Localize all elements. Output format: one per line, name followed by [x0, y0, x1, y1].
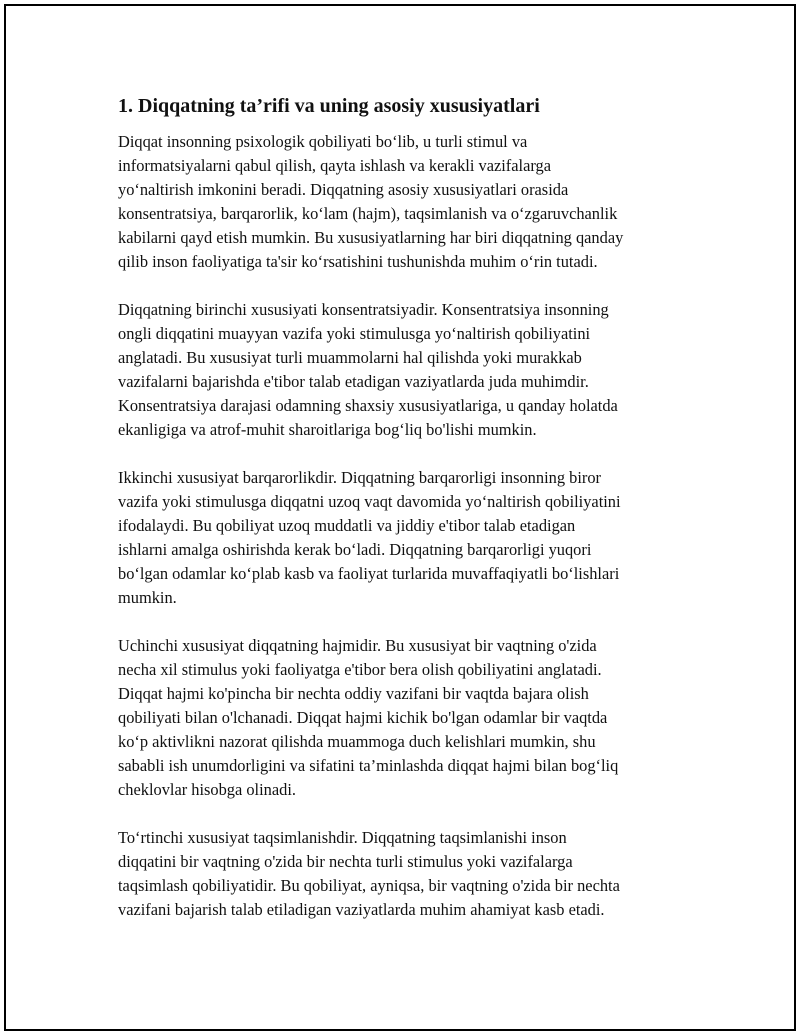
paragraph-line: ko‘p aktivlikni nazorat qilishda muammoga duch kelishlari mumkin, shu [118, 732, 596, 751]
paragraph-line: cheklovlar hisobga olinadi. [118, 780, 296, 799]
paragraph-line: mumkin. [118, 588, 177, 607]
paragraph-line: ongli diqqatini muayyan vazifa yoki stimulusga yo‘naltirish qobiliyatini [118, 324, 591, 343]
paragraph-line: bo‘lgan odamlar ko‘plab kasb va faoliyat turlarida muvaffaqiyatli bo‘lishlari [118, 564, 620, 583]
paragraph-line: qilib inson faoliyatiga ta'sir ko‘rsatishini tushunishda muhim o‘rin tutadi. [118, 252, 598, 271]
paragraph-1 [118, 130, 698, 274]
paragraph-line: Ikkinchi xususiyat barqarorlikdir. Diqqatning barqarorligi insonning biror [118, 468, 601, 487]
paragraph-line: diqqatini bir vaqtning o'zida bir nechta turli stimulus yoki vazifalarga [118, 852, 573, 871]
paragraph-line: konsentratsiya, barqarorlik, ko‘lam (hajm), taqsimlanish va o‘zgaruvchanlik [118, 204, 618, 223]
paragraph-line: informatsiyalarni qabul qilish, qayta ishlash va kerakli vazifalarga [118, 156, 551, 175]
paragraph-line: Uchinchi xususiyat diqqatning hajmidir. Bu xususiyat bir vaqtning o'zida [118, 636, 597, 655]
paragraph-line: ishlarni amalga oshirishda kerak bo‘ladi. Diqqatning barqarorligi yuqori [118, 540, 592, 559]
paragraph-line: sababli ish unumdorligini va sifatini ta’minlashda diqqat hajmi bilan bog‘liq [118, 756, 619, 775]
paragraph-line: Diqqat hajmi ko'pincha bir nechta oddiy vazifani bir vaqtda bajara olish [118, 684, 589, 703]
paragraph-3 [118, 466, 698, 610]
paragraph-line: necha xil stimulus yoki faoliyatga e'tibor bera olish qobiliyatini anglatadi. [118, 660, 602, 679]
paragraph-line: anglatadi. Bu xususiyat turli muammolarni hal qilishda yoki murakkab [118, 348, 582, 367]
section-heading: 1. Diqqatning ta’rifi va uning asosiy xususiyatlari [118, 95, 540, 117]
paragraph-5 [118, 826, 698, 922]
paragraph-2 [118, 298, 698, 442]
paragraph-line: yo‘naltirish imkonini beradi. Diqqatning asosiy xususiyatlari orasida [118, 180, 569, 199]
paragraph-line: Konsentratsiya darajasi odamning shaxsiy xususiyatlariga, u qanday holatda [118, 396, 618, 415]
paragraph-line: ifodalaydi. Bu qobiliyat uzoq muddatli va jiddiy e'tibor talab etadigan [118, 516, 576, 535]
paragraphs-container [118, 130, 698, 922]
paragraph-line: vazifa yoki stimulusga diqqatni uzoq vaqt davomida yo‘naltirish qobiliyatini [118, 492, 621, 511]
paragraph-line: To‘rtinchi xususiyat taqsimlanishdir. Diqqatning taqsimlanishi inson [118, 828, 567, 847]
paragraph-line: kabilarni qayd etish mumkin. Bu xususiyatlarning har biri diqqatning qanday [118, 228, 624, 247]
document-body [118, 92, 698, 946]
paragraph-line: vazifalarni bajarishda e'tibor talab etadigan vaziyatlarda juda muhimdir. [118, 372, 589, 391]
paragraph-line: qobiliyati bilan o'lchanadi. Diqqat hajmi kichik bo'lgan odamlar bir vaqtda [118, 708, 608, 727]
paragraph-4 [118, 634, 698, 802]
paragraph-line: taqsimlash qobiliyatidir. Bu qobiliyat, ayniqsa, bir vaqtning o'zida bir nechta [118, 876, 620, 895]
paragraph-line: Diqqatning birinchi xususiyati konsentratsiyadir. Konsentratsiya insonning [118, 300, 609, 319]
paragraph-line: Diqqat insonning psixologik qobiliyati bo‘lib, u turli stimul va [118, 132, 528, 151]
paragraph-line: ekanligiga va atrof-muhit sharoitlariga bog‘liq bo'lishi mumkin. [118, 420, 537, 439]
paragraph-line: vazifani bajarish talab etiladigan vaziyatlarda muhim ahamiyat kasb etadi. [118, 900, 605, 919]
